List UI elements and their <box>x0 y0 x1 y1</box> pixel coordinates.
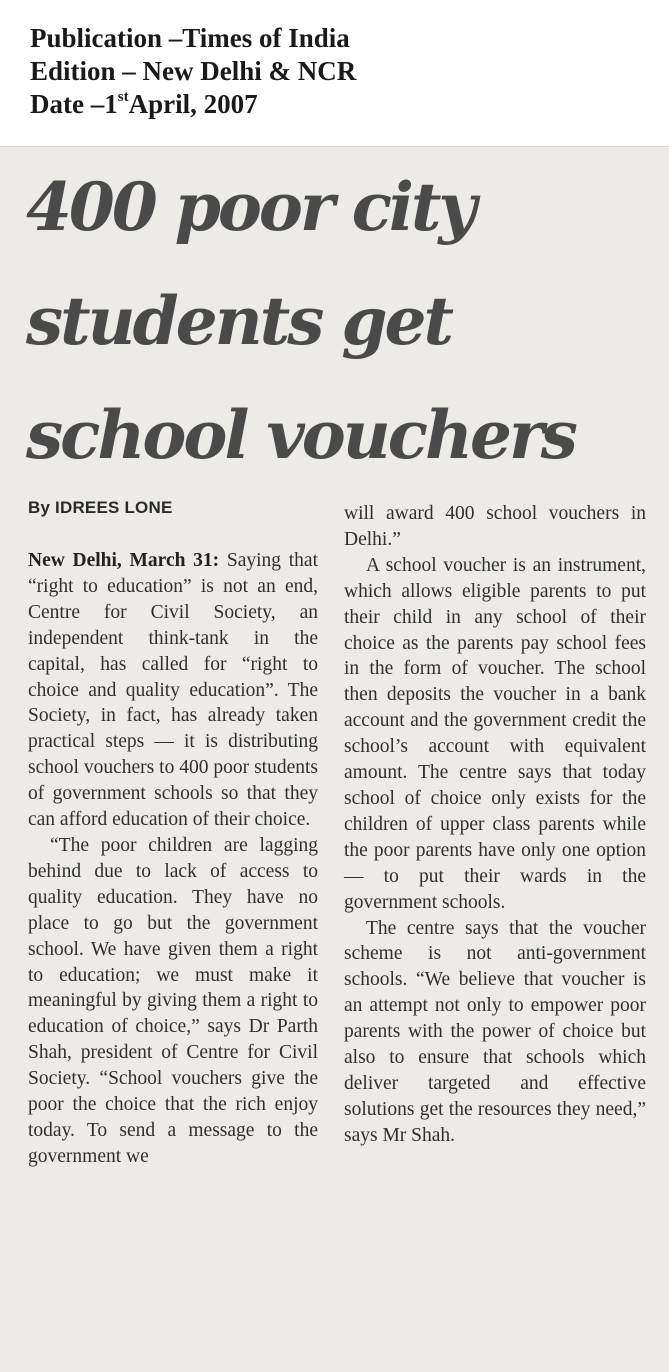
publication-info <box>30 22 356 121</box>
byline: By IDREES LONE <box>28 498 173 517</box>
paragraph <box>28 548 318 833</box>
headline-line-3: school vouchers <box>26 396 575 474</box>
headline-line-1: 400 poor city <box>26 168 474 246</box>
date-ordinal: st <box>117 89 129 105</box>
headline-line-2: students get <box>26 282 452 360</box>
date-line <box>30 88 356 121</box>
headline <box>26 150 656 492</box>
dateline: New Delhi, March 31: <box>28 550 220 571</box>
paragraph: The centre says that the voucher scheme is not anti-government schools. “We believe that voucher is an attempt not only to empower poor parents with the power of choice but also to ensure that schools which deliver targeted and effective solutions get the resources they need,” says Mr Shah. <box>344 917 646 1146</box>
paragraph: “The poor children are lagging behind due to lack of access to quality education. They have no place to go but the government school. We have given them a right to education; we must make it meaningful by giving them a right to education of choice,” says Dr Parth Shah, president of Centre for Civil Society. “School vouchers give the poor the choice that the rich enjoy today. To send a message to the government we <box>28 834 318 1167</box>
publication-line: Publication –Times of India <box>30 23 350 53</box>
article-column-2 <box>344 501 646 1149</box>
date-prefix: Date –1 <box>30 89 118 119</box>
date-suffix: April, 2007 <box>128 89 258 119</box>
paragraph: A school voucher is an instrument, which allows eligible parents to put their child in any school of their choice as the parents pay school fees in the form of voucher. The school then deposits the voucher in a bank account and the government credit the school’s account with equivalent amount. The centre says that today school of choice only exists for the children of upper class parents while the poor parents have only one option — to put their wards in the government schools. <box>344 554 646 913</box>
edition-line: Edition – New Delhi & NCR <box>30 56 357 86</box>
paragraph: will award 400 school vouchers in Delhi.” <box>344 503 646 550</box>
paragraph-text: Saying that “right to education” is not an end, Centre for Civil Society, an independent think-tank in the capital, has called for “right to choice and quality education”. The Society, in fact, has already taken practical steps — it is distributing school vouchers to 400 poor students of government schools so that they can afford education of their choice. <box>28 550 318 831</box>
article-column-1 <box>28 548 318 1170</box>
